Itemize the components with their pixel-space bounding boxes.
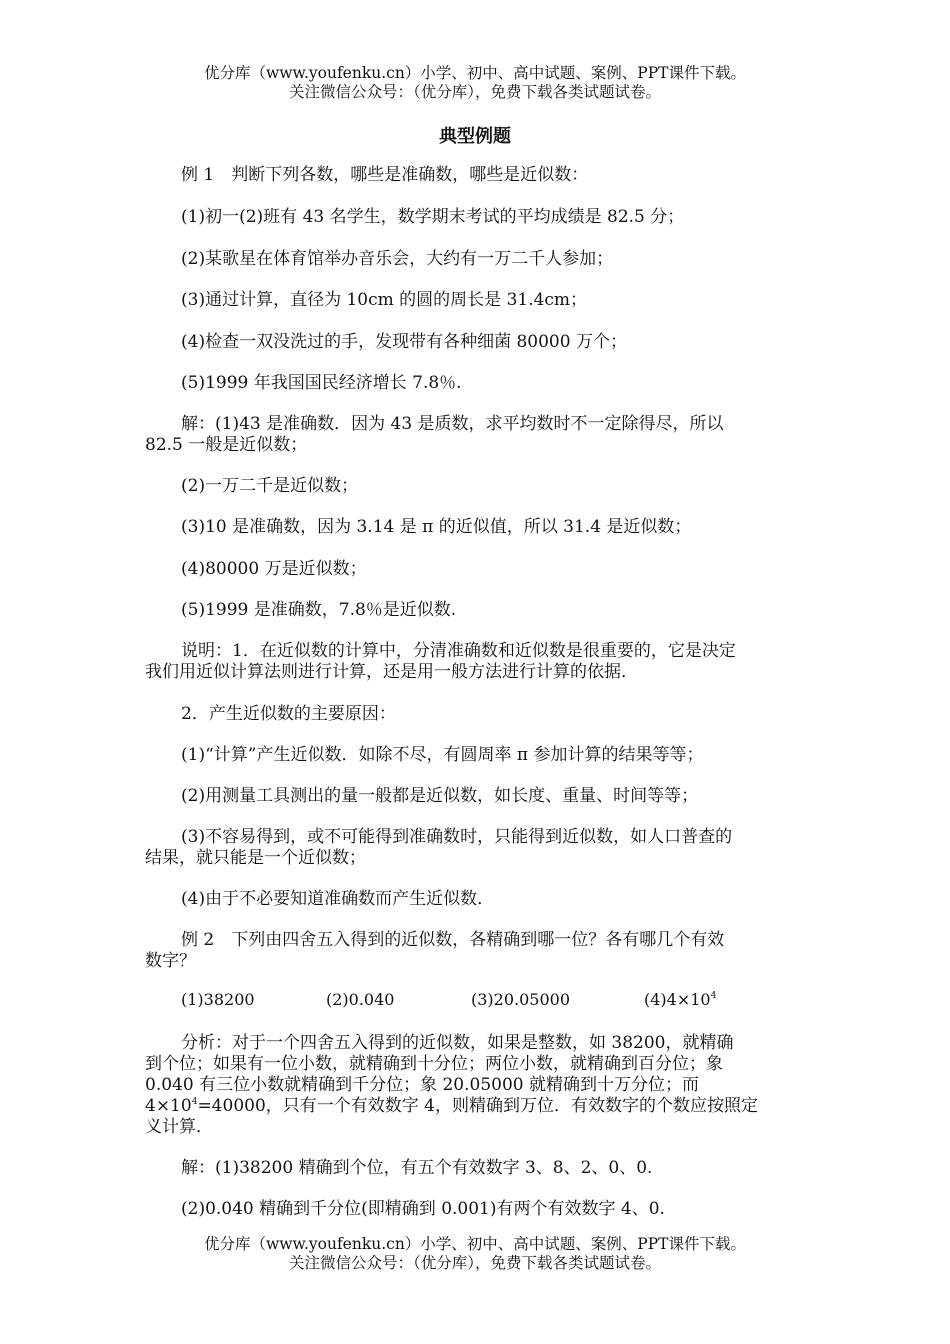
note-2-heading: 2．产生近似数的主要原因： bbox=[181, 704, 396, 724]
page-title: 典型例题 bbox=[439, 126, 511, 147]
example-1-item-5: (5)1999 年我国国民经济增长 7.8％. bbox=[181, 373, 462, 393]
example-1-solution-item-3: (3)10 是准确数，因为 3.14 是 π 的近似值，所以 31.4 是近似数； bbox=[181, 517, 692, 537]
example-2-solution-2: (2)0.040 精确到千分位(即精确到 0.001)有两个有效数字 4、0. bbox=[181, 1199, 665, 1219]
example-2-option-1: (1)38200 bbox=[181, 990, 255, 1009]
analysis-line-1: 分析：对于一个四舍五入得到的近似数，如果是整数，如 38200，就精确 bbox=[181, 1033, 734, 1053]
example-2-option-4-base: (4)4×10 bbox=[644, 990, 711, 1009]
example-2-option-4-exponent: 4 bbox=[710, 991, 717, 1001]
analysis-line-2: 到个位；如果有一位小数，就精确到十分位；两位小数，就精确到百分位；象 bbox=[145, 1054, 723, 1074]
analysis-line-5: 义计算． bbox=[145, 1117, 213, 1137]
analysis-line-4-rest: =40000，只有一个有效数字 4，则精确到万位．有效数字的个数应按照定 bbox=[197, 1096, 758, 1116]
example-1-solution-line-1: 解：(1)43 是准确数．因为 43 是质数，求平均数时不一定除得尽，所以 bbox=[181, 414, 724, 434]
footer-line-2: 关注微信公众号：（优分库），免费下载各类试题试卷。 bbox=[288, 1254, 661, 1272]
note-1-line-2: 我们用近似计算法则进行计算，还是用一般方法进行计算的依据． bbox=[145, 662, 638, 682]
example-2-option-2: (2)0.040 bbox=[326, 990, 395, 1009]
example-1-item-4: (4)检查一双没洗过的手，发现带有各种细菌 80000 万个； bbox=[181, 332, 627, 352]
header-line-2: 关注微信公众号：（优分库），免费下载各类试题试卷。 bbox=[288, 83, 661, 101]
example-1-item-1: (1)初一(2)班有 43 名学生，数学期末考试的平均成绩是 82.5 分； bbox=[181, 207, 685, 227]
example-2-solution-1: 解：(1)38200 精确到个位，有五个有效数字 3、8、2、0、0. bbox=[181, 1158, 653, 1178]
note-2-item-4: (4)由于不必要知道准确数而产生近似数． bbox=[181, 889, 495, 909]
example-1-item-2: (2)某歌星在体育馆举办音乐会，大约有一万二千人参加； bbox=[181, 249, 614, 269]
example-1-solution-line-2: 82.5 一般是近似数； bbox=[145, 435, 308, 455]
example-2-option-3: (3)20.05000 bbox=[471, 990, 571, 1009]
note-2-item-1: (1)“计算”产生近似数．如除不尽，有圆周率 π 参加计算的结果等等； bbox=[181, 745, 704, 765]
analysis-power-exponent: 4 bbox=[191, 1097, 198, 1107]
header-line-1: 优分库（www.youfenku.cn）小学、初中、高中试题、案例、PPT课件下载。 bbox=[203, 64, 747, 82]
note-1-line-1: 说明：1．在近似数的计算中，分清准确数和近似数是很重要的，它是决定 bbox=[181, 641, 736, 661]
note-2-item-3-line-1: (3)不容易得到，或不可能得到准确数时，只能得到近似数，如人口普查的 bbox=[181, 827, 733, 847]
example-2-question-line-2: 数字？ bbox=[145, 951, 196, 971]
page-footer bbox=[0, 1235, 950, 1273]
note-2-item-3-line-2: 结果，就只能是一个近似数； bbox=[145, 848, 366, 868]
example-1-solution-item-5: (5)1999 是准确数，7.8％是近似数. bbox=[181, 600, 457, 620]
note-2-item-2: (2)用测量工具测出的量一般都是近似数，如长度、重量、时间等等； bbox=[181, 786, 699, 806]
example-2-option-4 bbox=[644, 990, 716, 1009]
page-header bbox=[0, 64, 950, 102]
footer-line-1: 优分库（www.youfenku.cn）小学、初中、高中试题、案例、PPT课件下载。 bbox=[203, 1235, 747, 1253]
example-1-solution-item-2: (2)一万二千是近似数； bbox=[181, 476, 359, 496]
analysis-power-base: 4×10 bbox=[145, 1096, 192, 1116]
example-1-solution-item-4: (4)80000 万是近似数； bbox=[181, 559, 367, 579]
example-2-question-line-1: 例 2 下列由四舍五入得到的近似数，各精确到哪一位？各有哪几个有效 bbox=[181, 930, 725, 950]
example-1-item-3: (3)通过计算，直径为 10cm 的圆的周长是 31.4cm； bbox=[181, 290, 588, 310]
example-1-question: 例 1 判断下列各数，哪些是准确数，哪些是近似数： bbox=[181, 165, 589, 185]
analysis-line-3: 0.040 有三位小数就精确到千分位；象 20.05000 就精确到十万分位；而 bbox=[145, 1075, 699, 1095]
analysis-line-4 bbox=[145, 1096, 810, 1117]
